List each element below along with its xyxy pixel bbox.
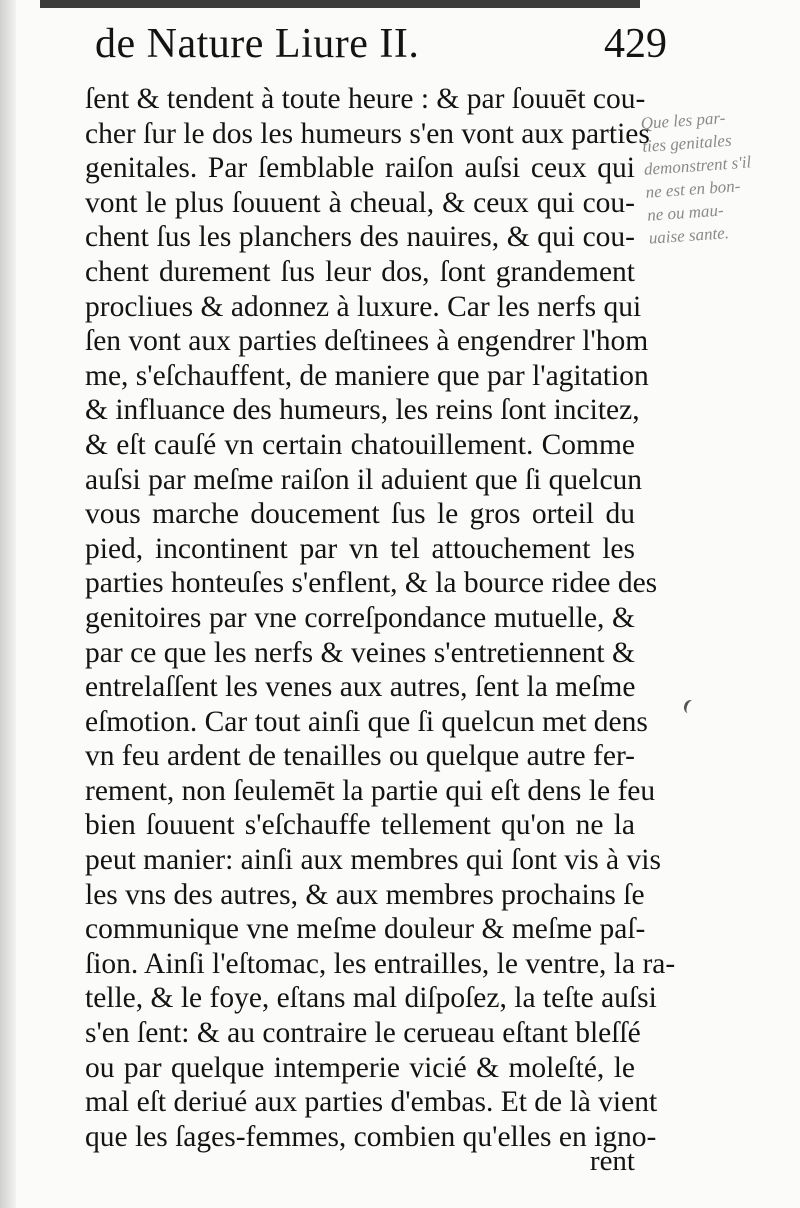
text-line: auſsi par meſme raiſon il aduient que ſi quelcun xyxy=(85,463,643,496)
marginal-note-line: ne ou mau- xyxy=(646,200,725,225)
running-head: de Nature Liure II. xyxy=(95,21,420,67)
text-line: vont le plus ſouuent à cheual, & ceux qui cou- xyxy=(85,186,635,219)
text-line: peut manier: ainſi aux membres qui ſont vis à vis xyxy=(85,844,661,877)
catchword: rent xyxy=(589,1145,635,1177)
text-line: ſen vont aux parties deſtinees à engendrer l'hom xyxy=(85,325,649,358)
text-line: les vns des autres, & aux membres prochains ſe xyxy=(85,878,645,911)
text-line: cher ſur le dos les humeurs s'en vont aux parties xyxy=(85,117,650,150)
text-line: genitales. Par ſemblable raiſon auſsi ceux qui xyxy=(85,152,635,185)
marginal-note-line: Que les par- xyxy=(640,108,726,133)
text-line: pied, incontinent par vn tel attouchement les xyxy=(85,532,635,565)
text-line: communique vne meſme douleur & meſme paſ- xyxy=(85,913,646,946)
text-line: par ce que les nerfs & veines s'entretiennent & xyxy=(85,636,635,669)
text-line: rement, non ſeulemēt la partie qui eſt dens le feu xyxy=(85,774,656,807)
text-line: & eſt cauſé vn certain chatouillement. Comme xyxy=(85,428,635,461)
text-line: vn feu ardent de tenailles ou quelque autre fer- xyxy=(85,740,635,773)
text-line: ou par quelque intemperie vicié & moleſté, le xyxy=(85,1051,635,1084)
text-line: vous marche doucement ſus le gros orteil du xyxy=(85,498,635,531)
text-line: parties honteuſes s'enflent, & la bource ridee des xyxy=(85,567,658,600)
binding-edge xyxy=(0,0,16,1208)
body-text xyxy=(85,82,676,1154)
text-line: eſmotion. Car tout ainſi que ſi quelcun met dens xyxy=(85,705,648,738)
marginal-note-line: uaise sante. xyxy=(648,223,730,248)
text-line: genitoires par vne correſpondance mutuelle, & xyxy=(85,601,635,634)
text-line: entrelaſſent les venes aux autres, ſent la meſme xyxy=(85,671,636,704)
text-line: s'en ſent: & au contraire le cerueau eſtant bleſſé xyxy=(85,1017,641,1050)
text-line: chent durement ſus leur dos, ſont grandement xyxy=(85,255,635,288)
text-line: me, s'eſchauffent, de maniere que par l'agitation xyxy=(85,359,649,392)
text-line: bien ſouuent s'eſchauffe tellement qu'on ne la xyxy=(85,809,635,842)
marginal-note-line: ties genitales xyxy=(641,130,733,156)
text-line: que les ſages-femmes, combien qu'elles en igno- xyxy=(85,1120,657,1153)
text-line: ſion. Ainſi l'eſtomac, les entrailles, le ventre, la ra- xyxy=(85,947,676,980)
text-line: telle, & le foye, eſtans mal diſpoſez, la teſte auſsi xyxy=(85,982,657,1015)
marginal-note xyxy=(640,101,800,249)
marginal-note-line: demonstrent s'il xyxy=(643,152,752,179)
page-header xyxy=(95,18,675,74)
page-number: 429 xyxy=(604,21,667,67)
text-line: ſent & tendent à toute heure : & par ſouuēt cou- xyxy=(85,83,646,115)
text-line: procliues & adonnez à luxure. Car les nerfs qui xyxy=(85,290,642,323)
text-line: mal eſt deriué aux parties d'embas. Et de là vient xyxy=(85,1086,658,1119)
marginal-note-line: ne est en bon- xyxy=(644,176,741,202)
page-top-edge xyxy=(40,0,640,8)
ink-mark xyxy=(682,698,699,716)
text-line: chent ſus les planchers des nauires, & qui cou- xyxy=(85,221,635,254)
text-line: & influance des humeurs, les reins ſont incitez, xyxy=(85,394,640,427)
